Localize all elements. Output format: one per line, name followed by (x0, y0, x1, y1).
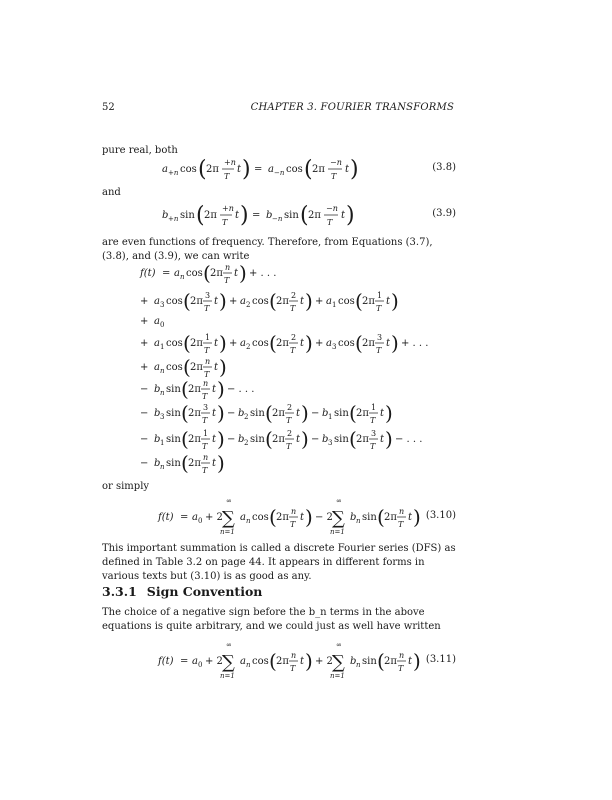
equation-3-9-number: (3.9) (432, 208, 456, 219)
equation-3-10 (102, 496, 456, 538)
svg-text:T: T (398, 520, 404, 529)
svg-text:+: + (140, 316, 149, 327)
svg-text:(: ( (355, 331, 363, 355)
svg-text:a: a (154, 362, 160, 373)
svg-text:3: 3 (160, 413, 165, 421)
svg-text:2π: 2π (272, 408, 285, 419)
section-title: Sign Convention (146, 584, 263, 599)
svg-text:2π: 2π (210, 268, 223, 279)
svg-text:−n: −n (272, 215, 283, 223)
svg-text:): ) (242, 157, 251, 182)
svg-text:3: 3 (205, 291, 211, 300)
svg-text:b: b (350, 656, 357, 667)
svg-text:a: a (154, 296, 160, 307)
svg-text:0: 0 (160, 321, 165, 329)
or-simply-text: or simply (102, 481, 150, 492)
svg-text:): ) (217, 401, 225, 425)
svg-text:(: ( (349, 427, 357, 451)
svg-text:t: t (237, 164, 242, 175)
svg-text:): ) (346, 203, 355, 228)
equation-3-9 (102, 196, 456, 232)
svg-text:n: n (180, 273, 185, 281)
running-header: CHAPTER 3. FOURIER TRANSFORMS (250, 102, 454, 113)
svg-text:sin: sin (334, 408, 349, 419)
svg-text:T: T (290, 520, 296, 529)
svg-text:2π: 2π (206, 164, 219, 175)
svg-text:T: T (398, 664, 404, 673)
svg-text:T: T (370, 416, 376, 425)
svg-text:n=1: n=1 (220, 528, 235, 536)
svg-text:(: ( (181, 377, 189, 401)
svg-text:): ) (219, 355, 227, 379)
svg-text:n=1: n=1 (220, 672, 235, 680)
svg-text:+n: +n (222, 204, 234, 213)
svg-text:+: + (315, 338, 324, 349)
svg-text:∑: ∑ (222, 508, 235, 529)
svg-text:T: T (224, 172, 230, 181)
svg-text:n: n (160, 389, 165, 397)
svg-text:−: − (311, 408, 320, 419)
svg-text:b: b (154, 458, 161, 469)
section-heading (102, 584, 262, 599)
svg-text:): ) (350, 157, 359, 182)
svg-text:t: t (408, 656, 413, 667)
svg-text:t: t (296, 434, 301, 445)
svg-text:2π: 2π (276, 656, 289, 667)
svg-text:∞: ∞ (226, 641, 232, 649)
svg-text:n: n (399, 651, 405, 660)
svg-text:−n: −n (326, 204, 338, 213)
svg-text:(: ( (198, 157, 207, 182)
svg-text:+n: +n (168, 215, 179, 223)
svg-text:(: ( (183, 331, 191, 355)
svg-text:T: T (224, 276, 230, 285)
svg-text:3: 3 (160, 301, 165, 309)
svg-text:cos: cos (252, 656, 269, 667)
svg-text:): ) (305, 331, 313, 355)
svg-text:2π: 2π (190, 296, 203, 307)
svg-text:cos: cos (180, 164, 197, 175)
svg-text:2π: 2π (188, 408, 201, 419)
svg-text:a: a (326, 338, 332, 349)
svg-text:3: 3 (203, 403, 209, 412)
svg-text:2: 2 (291, 333, 297, 342)
svg-text:1: 1 (160, 343, 165, 351)
svg-text:− . . .: − . . . (395, 434, 423, 445)
svg-text:cos: cos (338, 338, 355, 349)
svg-text:(: ( (304, 157, 313, 182)
svg-text:2π: 2π (272, 434, 285, 445)
svg-text:n: n (225, 263, 231, 272)
svg-text:a: a (154, 338, 160, 349)
svg-text:=: = (162, 268, 171, 279)
svg-text:(: ( (269, 505, 277, 529)
svg-text:f(t): f(t) (140, 268, 156, 279)
svg-text:−: − (140, 384, 149, 395)
section-number: 3.3.1 (102, 584, 137, 599)
svg-text:n: n (356, 517, 361, 525)
svg-text:T: T (204, 304, 210, 313)
svg-text:2: 2 (287, 429, 293, 438)
svg-text:a: a (162, 164, 168, 175)
equation-3-11-number: (3.11) (425, 654, 456, 665)
svg-text:(: ( (183, 355, 191, 379)
svg-text:n: n (291, 651, 297, 660)
svg-text:+: + (315, 296, 324, 307)
svg-text:n: n (246, 661, 251, 669)
svg-text:2: 2 (244, 413, 249, 421)
svg-text:sin: sin (166, 458, 181, 469)
svg-text:sin: sin (250, 408, 265, 419)
svg-text:1: 1 (328, 413, 333, 421)
svg-text:2π: 2π (384, 656, 397, 667)
svg-text:sin: sin (362, 512, 377, 523)
svg-text:T: T (331, 172, 337, 181)
svg-text:a: a (192, 512, 198, 523)
svg-text:2π: 2π (204, 210, 217, 221)
svg-text:t: t (296, 408, 301, 419)
svg-text:1: 1 (371, 403, 377, 412)
svg-text:cos: cos (186, 268, 203, 279)
svg-text:f(t): f(t) (158, 656, 174, 667)
equation-3-9-formula (102, 196, 422, 232)
svg-text:−: − (311, 434, 320, 445)
svg-text:2: 2 (246, 301, 251, 309)
svg-text:n: n (291, 507, 297, 516)
svg-text:a: a (192, 656, 198, 667)
svg-text:−n: −n (274, 169, 285, 177)
svg-text:cos: cos (166, 296, 183, 307)
svg-text:0: 0 (198, 661, 203, 669)
svg-text:(: ( (269, 649, 277, 673)
svg-text:b: b (162, 210, 169, 221)
svg-text:sin: sin (284, 210, 299, 221)
svg-text:∞: ∞ (336, 641, 342, 649)
svg-text:2π: 2π (276, 338, 289, 349)
svg-text:T: T (290, 664, 296, 673)
svg-text:(: ( (265, 427, 273, 451)
svg-text:): ) (239, 261, 247, 285)
svg-text:2π: 2π (276, 296, 289, 307)
svg-text:∞: ∞ (226, 497, 232, 505)
equation-3-8 (102, 150, 456, 186)
svg-text:b: b (322, 408, 329, 419)
svg-text:): ) (217, 427, 225, 451)
svg-text:− . . .: − . . . (227, 384, 255, 395)
svg-text:T: T (286, 442, 292, 451)
svg-text:a: a (240, 296, 246, 307)
svg-text:(: ( (196, 203, 205, 228)
svg-text:+: + (229, 296, 238, 307)
equation-3-10-number: (3.10) (425, 510, 456, 521)
svg-text:+ 2: + 2 (315, 656, 333, 667)
svg-text:): ) (301, 427, 309, 451)
svg-text:(: ( (203, 261, 211, 285)
svg-text:t: t (300, 512, 305, 523)
svg-text:b: b (154, 384, 161, 395)
svg-text:−: − (140, 458, 149, 469)
svg-text:2π: 2π (190, 362, 203, 373)
svg-text:a: a (326, 296, 332, 307)
svg-text:sin: sin (166, 434, 181, 445)
svg-text:sin: sin (362, 656, 377, 667)
svg-text:1: 1 (377, 291, 383, 300)
svg-text:t: t (214, 362, 219, 373)
svg-text:(: ( (355, 289, 363, 313)
svg-text:−: − (227, 408, 236, 419)
svg-text:): ) (413, 649, 421, 673)
svg-text:2: 2 (244, 439, 249, 447)
equation-3-8-number: (3.8) (432, 162, 456, 173)
svg-text:cos: cos (252, 296, 269, 307)
svg-text:(: ( (269, 331, 277, 355)
svg-text:(: ( (269, 289, 277, 313)
svg-text:t: t (212, 408, 217, 419)
svg-text:sin: sin (334, 434, 349, 445)
svg-text:n: n (205, 357, 211, 366)
svg-text:3: 3 (332, 343, 337, 351)
svg-text:): ) (301, 401, 309, 425)
svg-text:t: t (341, 210, 346, 221)
svg-text:T: T (290, 304, 296, 313)
svg-text:t: t (235, 210, 240, 221)
svg-text:): ) (305, 649, 313, 673)
svg-text:cos: cos (166, 362, 183, 373)
svg-text:): ) (385, 401, 393, 425)
svg-text:−: − (140, 408, 149, 419)
svg-text:n=1: n=1 (330, 672, 345, 680)
svg-text:sin: sin (166, 384, 181, 395)
svg-text:): ) (385, 427, 393, 451)
svg-text:2π: 2π (188, 384, 201, 395)
svg-text:T: T (286, 416, 292, 425)
svg-text:2π: 2π (308, 210, 321, 221)
svg-text:t: t (380, 408, 385, 419)
svg-text:(: ( (181, 401, 189, 425)
equation-3-11-formula (102, 640, 422, 682)
svg-text:(: ( (377, 505, 385, 529)
svg-text:∑: ∑ (332, 508, 345, 529)
page-number: 52 (102, 102, 115, 113)
svg-text:): ) (305, 289, 313, 313)
sign-convention-paragraph: The choice of a negative sign before the b_n terms in the above equations is quite arbitrary, and we could just as well have written (102, 607, 441, 632)
even-functions-text: are even functions of frequency. Therefore, from Equations (3.7), (3.8), and (3.9), we can write (102, 237, 433, 262)
svg-text:T: T (376, 346, 382, 355)
svg-text:− 2: − 2 (315, 512, 333, 523)
svg-text:a: a (174, 268, 180, 279)
svg-text:b: b (322, 434, 329, 445)
svg-text:+: + (140, 338, 149, 349)
svg-text:+ . . .: + . . . (249, 268, 277, 279)
svg-text:+ 2: + 2 (205, 656, 223, 667)
svg-text:(: ( (349, 401, 357, 425)
svg-text:n: n (203, 453, 209, 462)
svg-text:a: a (268, 164, 274, 175)
svg-text:(: ( (181, 427, 189, 451)
svg-text:b: b (154, 408, 161, 419)
svg-text:+: + (229, 338, 238, 349)
svg-text:+n: +n (224, 158, 236, 167)
svg-text:n: n (160, 367, 165, 375)
svg-text:=: = (254, 164, 263, 175)
svg-text:2: 2 (291, 291, 297, 300)
svg-text:b: b (154, 434, 161, 445)
svg-text:T: T (370, 442, 376, 451)
svg-text:T: T (202, 442, 208, 451)
intro-text: pure real, both (102, 145, 178, 156)
svg-text:∑: ∑ (332, 652, 345, 673)
svg-text:1: 1 (332, 301, 337, 309)
svg-text:−: − (140, 434, 149, 445)
svg-text:n: n (399, 507, 405, 516)
svg-text:): ) (217, 377, 225, 401)
svg-text:f(t): f(t) (158, 512, 174, 523)
svg-text:t: t (386, 296, 391, 307)
svg-text:∞: ∞ (336, 497, 342, 505)
summation-paragraph: This important summation is called a discrete Fourier series (DFS) as defined in Table 3.2 on page 44. It appears in different forms in various texts but (3.10) is as good as any. (102, 543, 456, 582)
svg-text:a: a (240, 656, 246, 667)
svg-text:2π: 2π (356, 434, 369, 445)
svg-text:n: n (356, 661, 361, 669)
svg-text:=: = (252, 210, 261, 221)
svg-text:cos: cos (286, 164, 303, 175)
svg-text:3: 3 (328, 439, 333, 447)
svg-text:=: = (180, 512, 189, 523)
svg-text:+ 2: + 2 (205, 512, 223, 523)
equation-3-10-formula (102, 496, 422, 538)
svg-text:t: t (300, 656, 305, 667)
svg-text:T: T (327, 218, 333, 227)
svg-text:2π: 2π (276, 512, 289, 523)
svg-text:1: 1 (205, 333, 211, 342)
svg-text:1: 1 (160, 439, 165, 447)
svg-text:2π: 2π (384, 512, 397, 523)
svg-text:2π: 2π (188, 434, 201, 445)
svg-text:+n: +n (168, 169, 179, 177)
equation-3-11 (102, 640, 456, 682)
svg-text:): ) (219, 331, 227, 355)
svg-text:+: + (140, 362, 149, 373)
and-text: and (102, 187, 121, 198)
svg-text:2π: 2π (190, 338, 203, 349)
svg-text:3: 3 (371, 429, 377, 438)
svg-text:T: T (202, 416, 208, 425)
svg-text:t: t (212, 384, 217, 395)
svg-text:b: b (238, 434, 245, 445)
svg-text:cos: cos (252, 338, 269, 349)
svg-text:T: T (222, 218, 228, 227)
svg-text:): ) (305, 505, 313, 529)
svg-text:+ . . .: + . . . (401, 338, 429, 349)
svg-text:2π: 2π (362, 338, 375, 349)
svg-text:t: t (380, 434, 385, 445)
svg-text:sin: sin (180, 210, 195, 221)
svg-text:2π: 2π (312, 164, 325, 175)
svg-text:t: t (300, 296, 305, 307)
svg-text:t: t (408, 512, 413, 523)
svg-text:T: T (290, 346, 296, 355)
svg-text:2π: 2π (362, 296, 375, 307)
expanded-series-derivation (140, 262, 456, 478)
svg-text:(: ( (377, 649, 385, 673)
svg-text:t: t (345, 164, 350, 175)
svg-text:∑: ∑ (222, 652, 235, 673)
svg-text:t: t (234, 268, 239, 279)
expanded-series-formula (140, 262, 456, 478)
svg-text:b: b (350, 512, 357, 523)
svg-text:cos: cos (338, 296, 355, 307)
svg-text:n: n (246, 517, 251, 525)
svg-text:cos: cos (166, 338, 183, 349)
svg-text:b: b (238, 408, 245, 419)
svg-text:−: − (227, 434, 236, 445)
svg-text:(: ( (183, 289, 191, 313)
svg-text:−n: −n (330, 158, 342, 167)
svg-text:=: = (180, 656, 189, 667)
svg-text:n: n (203, 379, 209, 388)
svg-text:a: a (154, 316, 160, 327)
svg-text:): ) (391, 289, 399, 313)
svg-text:1: 1 (203, 429, 209, 438)
svg-text:(: ( (181, 451, 189, 475)
svg-text:2π: 2π (356, 408, 369, 419)
svg-text:t: t (212, 458, 217, 469)
svg-text:2: 2 (246, 343, 251, 351)
svg-text:T: T (202, 392, 208, 401)
svg-text:): ) (217, 451, 225, 475)
svg-text:t: t (214, 338, 219, 349)
svg-text:T: T (376, 304, 382, 313)
svg-text:t: t (212, 434, 217, 445)
svg-text:): ) (391, 331, 399, 355)
svg-text:(: ( (265, 401, 273, 425)
svg-text:3: 3 (377, 333, 383, 342)
svg-text:): ) (219, 289, 227, 313)
equation-3-8-formula (102, 150, 422, 186)
svg-text:a: a (240, 338, 246, 349)
svg-text:n: n (160, 463, 165, 471)
svg-text:sin: sin (166, 408, 181, 419)
svg-text:n=1: n=1 (330, 528, 345, 536)
svg-text:t: t (214, 296, 219, 307)
svg-text:b: b (266, 210, 273, 221)
svg-text:a: a (240, 512, 246, 523)
svg-text:(: ( (300, 203, 309, 228)
svg-text:T: T (202, 466, 208, 475)
svg-text:T: T (204, 346, 210, 355)
svg-text:t: t (386, 338, 391, 349)
svg-text:sin: sin (250, 434, 265, 445)
svg-text:0: 0 (198, 517, 203, 525)
svg-text:cos: cos (252, 512, 269, 523)
svg-text:t: t (300, 338, 305, 349)
svg-text:T: T (204, 370, 210, 379)
svg-text:2: 2 (287, 403, 293, 412)
svg-text:2π: 2π (188, 458, 201, 469)
svg-text:): ) (240, 203, 249, 228)
svg-text:): ) (413, 505, 421, 529)
svg-text:+: + (140, 296, 149, 307)
